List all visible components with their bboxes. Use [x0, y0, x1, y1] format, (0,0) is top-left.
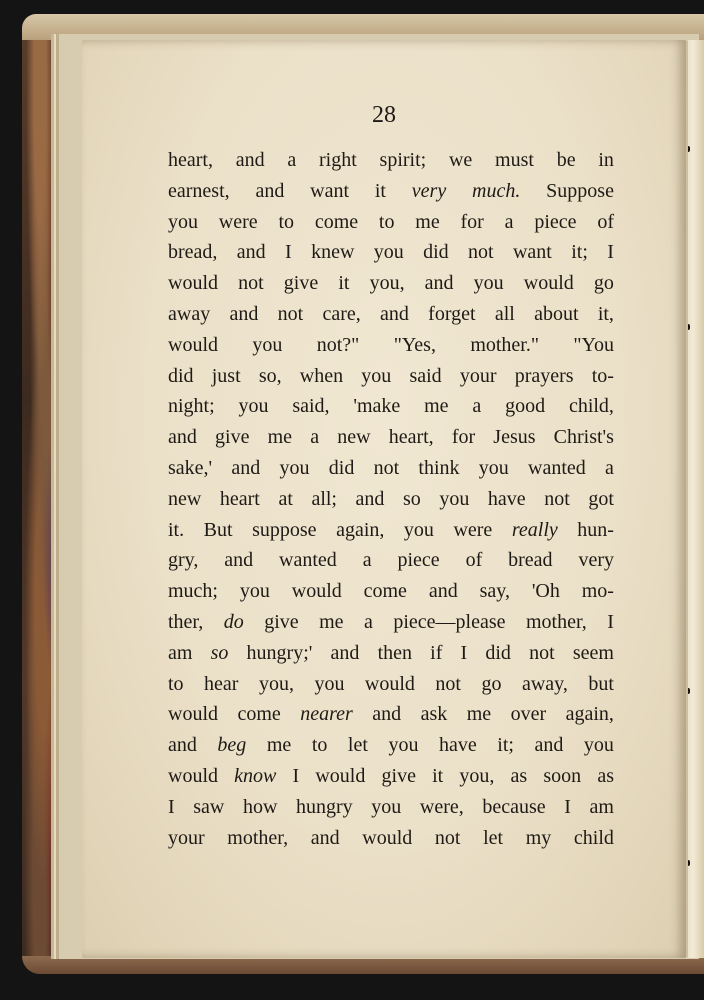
word: piece [397, 549, 440, 572]
word: have [438, 734, 477, 757]
word: heart [219, 487, 260, 510]
word: you, [258, 672, 294, 695]
word: Christ's [553, 426, 614, 449]
word: 'Oh [531, 580, 560, 603]
word: child, [568, 395, 614, 418]
word: would [168, 333, 218, 356]
word: me [466, 703, 492, 726]
word: all; [311, 487, 337, 510]
word: but [588, 672, 614, 695]
text-line [168, 761, 614, 792]
word: not?" [316, 333, 360, 356]
text-line [168, 268, 614, 299]
text-line [168, 545, 614, 576]
word: piece—please [393, 610, 506, 633]
word: hun- [577, 518, 614, 541]
word: would [523, 272, 574, 295]
word: if [430, 641, 443, 664]
word: mo- [581, 580, 614, 603]
word: me [266, 734, 292, 757]
word: come [314, 210, 359, 233]
word: right [319, 149, 357, 171]
word: you [168, 210, 198, 233]
word: about [534, 302, 579, 325]
word: we [448, 149, 473, 171]
word: of [597, 210, 614, 233]
word: suppose [252, 518, 317, 541]
word: me [424, 395, 449, 418]
word: so, [258, 364, 282, 387]
word: beg [217, 734, 247, 757]
text-line [168, 823, 614, 854]
word: away, [521, 672, 568, 695]
word: a [362, 549, 372, 572]
word: said [409, 364, 442, 387]
word: night; [168, 395, 215, 418]
word: ask [420, 703, 448, 726]
word: it, [597, 302, 614, 325]
word: hungry;' [246, 641, 313, 664]
word: Jesus [493, 426, 536, 449]
word: not [435, 672, 461, 695]
word: as [597, 764, 614, 787]
word: give [381, 764, 416, 787]
word: because [482, 795, 546, 818]
word: would [362, 826, 413, 849]
word: 'make [353, 395, 401, 418]
word: were [218, 210, 258, 233]
word: ther, [168, 610, 204, 633]
word: mother, [525, 610, 587, 633]
word: not [529, 641, 555, 664]
word: it. [168, 518, 185, 541]
text-line [168, 607, 614, 638]
word: would [315, 764, 366, 787]
word: did [423, 241, 449, 264]
word: your [168, 826, 205, 849]
text-line [168, 330, 614, 361]
word: know [234, 764, 277, 787]
word: give [215, 426, 250, 449]
word: Suppose [546, 179, 614, 202]
word: were [453, 518, 493, 541]
word: I [292, 764, 300, 787]
word: heart, [388, 426, 434, 449]
word: and [168, 734, 197, 757]
word: you [478, 456, 509, 479]
word: in [598, 149, 614, 171]
word: and [355, 487, 385, 510]
word: new [168, 487, 202, 510]
word: let [483, 826, 504, 849]
word: to [311, 734, 328, 757]
word: not [238, 272, 264, 295]
word: come [237, 703, 281, 726]
word: for [460, 210, 484, 233]
word: and [235, 149, 265, 171]
word: not [468, 241, 494, 264]
word: go [481, 672, 502, 695]
word: not [373, 456, 400, 479]
word: heart, [168, 149, 213, 171]
word: when [299, 364, 344, 387]
text-line [168, 638, 614, 669]
word: to [168, 672, 184, 695]
word: to [378, 210, 395, 233]
word: much; [168, 580, 218, 603]
word: say, [479, 580, 510, 603]
word: and [229, 302, 259, 325]
word: earnest, [168, 179, 230, 202]
word: how [242, 795, 278, 818]
word: you [371, 795, 402, 818]
word: and [534, 734, 564, 757]
word: you [252, 333, 283, 356]
word: you [238, 395, 269, 418]
word: very [411, 179, 447, 202]
text-line [168, 299, 614, 330]
word: much. [472, 179, 521, 202]
word: not [544, 487, 570, 510]
word: wanted [528, 456, 586, 479]
word: want [512, 241, 552, 264]
book-page [82, 40, 686, 958]
text-line [168, 145, 614, 176]
word: you [239, 580, 270, 603]
word: it [338, 272, 350, 295]
word: I [285, 241, 292, 264]
word: did [485, 641, 511, 664]
word: you [583, 734, 614, 757]
word: seem [572, 641, 614, 664]
word: I [607, 610, 614, 633]
word: were, [419, 795, 464, 818]
word: it [374, 179, 386, 202]
word: you [403, 518, 434, 541]
text-line [168, 453, 614, 484]
word: soon [543, 764, 582, 787]
word: you, [369, 272, 405, 295]
word: would [168, 272, 218, 295]
word: a [605, 456, 614, 479]
word: me [415, 210, 440, 233]
word: over [510, 703, 547, 726]
word: wanted [279, 549, 337, 572]
word: me [319, 610, 344, 633]
word: bread [508, 549, 553, 572]
word: mother." [470, 333, 540, 356]
word: your [459, 364, 497, 387]
word: want [310, 179, 350, 202]
word: and [380, 302, 409, 325]
word: at [278, 487, 293, 510]
text-line [168, 699, 614, 730]
word: I [460, 641, 468, 664]
text-line [168, 669, 614, 700]
word: spirit; [379, 149, 427, 171]
word: a [310, 426, 320, 449]
word: and [428, 580, 458, 603]
word: "You [573, 333, 614, 356]
word: piece [534, 210, 577, 233]
text-line [168, 391, 614, 422]
word: for [451, 426, 476, 449]
text-line [168, 792, 614, 823]
word: saw [193, 795, 225, 818]
word: to [278, 210, 295, 233]
word: knew [311, 241, 355, 264]
word: care, [322, 302, 361, 325]
word: it [432, 764, 444, 787]
word: it; [497, 734, 514, 757]
word: did [328, 456, 355, 479]
word: to- [591, 364, 614, 387]
word: again, [565, 703, 614, 726]
word: must [495, 149, 534, 171]
word: would [364, 672, 415, 695]
word: bread, [168, 241, 218, 264]
word: I [168, 795, 175, 818]
word: prayers [514, 364, 574, 387]
word: as [510, 764, 528, 787]
word: a [287, 149, 297, 171]
word: let [347, 734, 368, 757]
word: think [418, 456, 460, 479]
word: give [264, 610, 299, 633]
word: me [267, 426, 293, 449]
word: and [231, 456, 261, 479]
word: so [403, 487, 421, 510]
word: you [473, 272, 504, 295]
word: it; [571, 241, 588, 264]
word: would [168, 703, 218, 726]
word: and [310, 826, 340, 849]
word: all [494, 302, 515, 325]
word: am [168, 641, 193, 664]
word: am [589, 795, 614, 818]
word: and [424, 272, 454, 295]
text-line [168, 176, 614, 207]
word: be [556, 149, 576, 171]
text-line [168, 207, 614, 238]
word: again, [336, 518, 385, 541]
word: you [279, 456, 310, 479]
word: my [525, 826, 552, 849]
word: a [504, 210, 514, 233]
word: would [291, 580, 342, 603]
word: not [434, 826, 461, 849]
word: you [361, 364, 392, 387]
word: give [283, 272, 319, 295]
page-text [168, 145, 614, 853]
text-line [168, 515, 614, 546]
word: so [210, 641, 229, 664]
word: away [168, 302, 211, 325]
word: you [373, 241, 404, 264]
word: hear [204, 672, 239, 695]
word: new [337, 426, 371, 449]
page-number: 28 [372, 102, 396, 128]
word: said, [292, 395, 330, 418]
word: you [388, 734, 419, 757]
word: go [593, 272, 614, 295]
word: come [363, 580, 407, 603]
word: not [277, 302, 304, 325]
word: sake,' [168, 456, 213, 479]
text-line [168, 576, 614, 607]
word: you [439, 487, 470, 510]
word: and [168, 426, 197, 449]
word: I [564, 795, 571, 818]
word: a [472, 395, 482, 418]
word: very [578, 549, 614, 572]
word: do [223, 610, 244, 633]
word: good [505, 395, 546, 418]
word: did [168, 364, 194, 387]
word: and [255, 179, 285, 202]
word: "Yes, [393, 333, 436, 356]
word: got [588, 487, 614, 510]
word: you [314, 672, 345, 695]
word: then [377, 641, 413, 664]
word: really [511, 518, 558, 541]
text-line [168, 361, 614, 392]
word: But [203, 518, 233, 541]
word: would [168, 764, 218, 787]
word: mother, [227, 826, 289, 849]
word: a [363, 610, 373, 633]
text-line [168, 484, 614, 515]
word: and [372, 703, 402, 726]
word: child [573, 826, 614, 849]
word: nearer [300, 703, 353, 726]
word: just [211, 364, 241, 387]
word: hungry [296, 795, 353, 818]
word: forget [428, 302, 476, 325]
facing-page-edge [686, 40, 704, 958]
text-line [168, 422, 614, 453]
word: and [330, 641, 360, 664]
word: I [607, 241, 614, 264]
word: you, [459, 764, 495, 787]
word: and [224, 549, 254, 572]
word: gry, [168, 549, 199, 572]
word: of [465, 549, 483, 572]
word: have [487, 487, 526, 510]
word: and [236, 241, 266, 264]
text-line [168, 730, 614, 761]
text-line [168, 237, 614, 268]
